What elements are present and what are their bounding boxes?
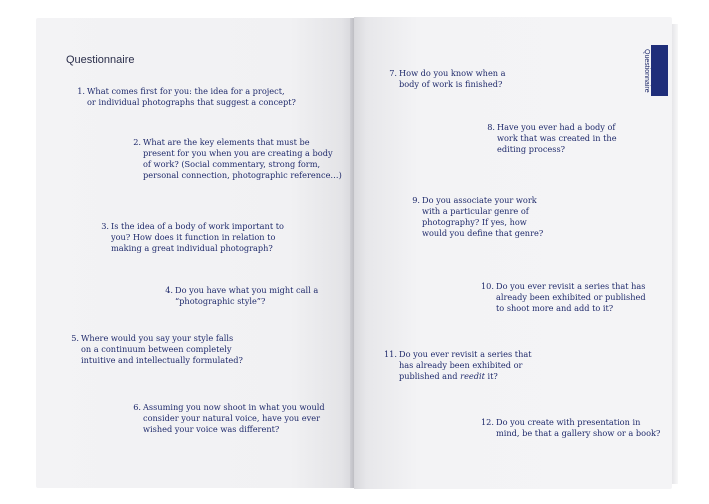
question-number: 2. xyxy=(133,137,141,147)
question-number: 10. xyxy=(480,281,494,291)
question-text-line1: Do you ever revisit a series that xyxy=(399,349,532,359)
question-text-rest: has already been exhibited or xyxy=(399,360,523,370)
question-text-line1: What are the key elements that must be xyxy=(143,137,310,147)
question-8 xyxy=(487,122,647,155)
question-number: 9. xyxy=(412,195,420,205)
question-6 xyxy=(133,402,348,435)
question-text-line1: Where would you say your style falls xyxy=(81,333,234,343)
question-4 xyxy=(165,285,345,307)
question-5 xyxy=(71,333,281,366)
question-text-rest: already been exhibited or published to shoot more and add to it? xyxy=(496,292,646,313)
italic-word: reedit xyxy=(460,371,485,381)
question-10 xyxy=(480,281,656,314)
question-number: 5. xyxy=(71,333,79,343)
question-text-rest: “photographic style”? xyxy=(175,296,266,306)
question-text-rest: mind, be that a gallery show or a book? xyxy=(496,428,661,438)
question-text-line1: Do you associate your work xyxy=(422,195,537,205)
question-number: 7. xyxy=(389,68,397,78)
question-number: 1. xyxy=(77,86,85,96)
question-text-line1: Do you have what you might call a xyxy=(175,285,319,295)
question-text-rest: you? How does it function in relation to making a great individual photograph? xyxy=(111,232,276,253)
question-text-line1: Do you create with presentation in xyxy=(496,417,641,427)
question-text-line1: How do you know when a xyxy=(399,68,506,78)
question-text-rest: present for you when you are creating a body of work? (Social commentary, strong form, personal connection, photographic reference…) xyxy=(143,148,342,180)
question-number: 11. xyxy=(383,349,397,359)
question-7 xyxy=(389,68,559,90)
question-text-rest: consider your natural voice, have you ever wished your voice was different? xyxy=(143,413,320,434)
left-page xyxy=(36,18,354,488)
section-tab-label: Questionnaire xyxy=(643,48,650,93)
question-text-rest: body of work is finished? xyxy=(399,79,503,89)
section-tab xyxy=(651,45,668,96)
question-2 xyxy=(133,137,343,181)
page-heading: Questionnaire xyxy=(66,54,135,66)
question-text-line1: Assuming you now shoot in what you would xyxy=(143,402,325,412)
question-number: 4. xyxy=(165,285,173,295)
question-number: 12. xyxy=(480,417,494,427)
question-number: 8. xyxy=(487,122,495,132)
question-9 xyxy=(412,195,582,239)
question-11 xyxy=(383,349,559,382)
page-edge xyxy=(672,24,678,484)
question-text-rest: with a particular genre of photography? If yes, how would you define that genre? xyxy=(422,206,544,238)
question-text-rest: or individual photographs that suggest a concept? xyxy=(87,97,296,107)
question-text-rest: work that was created in the editing process? xyxy=(497,133,617,154)
question-text-rest: on a continuum between completely intuitive and intellectually formulated? xyxy=(81,344,243,365)
right-page xyxy=(354,17,672,489)
question-1 xyxy=(77,86,317,108)
question-text-line1: Is the idea of a body of work important to xyxy=(111,221,284,231)
question-3 xyxy=(101,221,311,254)
question-text-line1: What comes first for you: the idea for a project, xyxy=(87,86,285,96)
question-number: 3. xyxy=(101,221,109,231)
question-text-line3: published and reedit it? xyxy=(399,371,498,381)
question-number: 6. xyxy=(133,402,141,412)
question-12 xyxy=(480,417,671,439)
question-text-line1: Do you ever revisit a series that has xyxy=(496,281,646,291)
question-text-line1: Have you ever had a body of xyxy=(497,122,616,132)
